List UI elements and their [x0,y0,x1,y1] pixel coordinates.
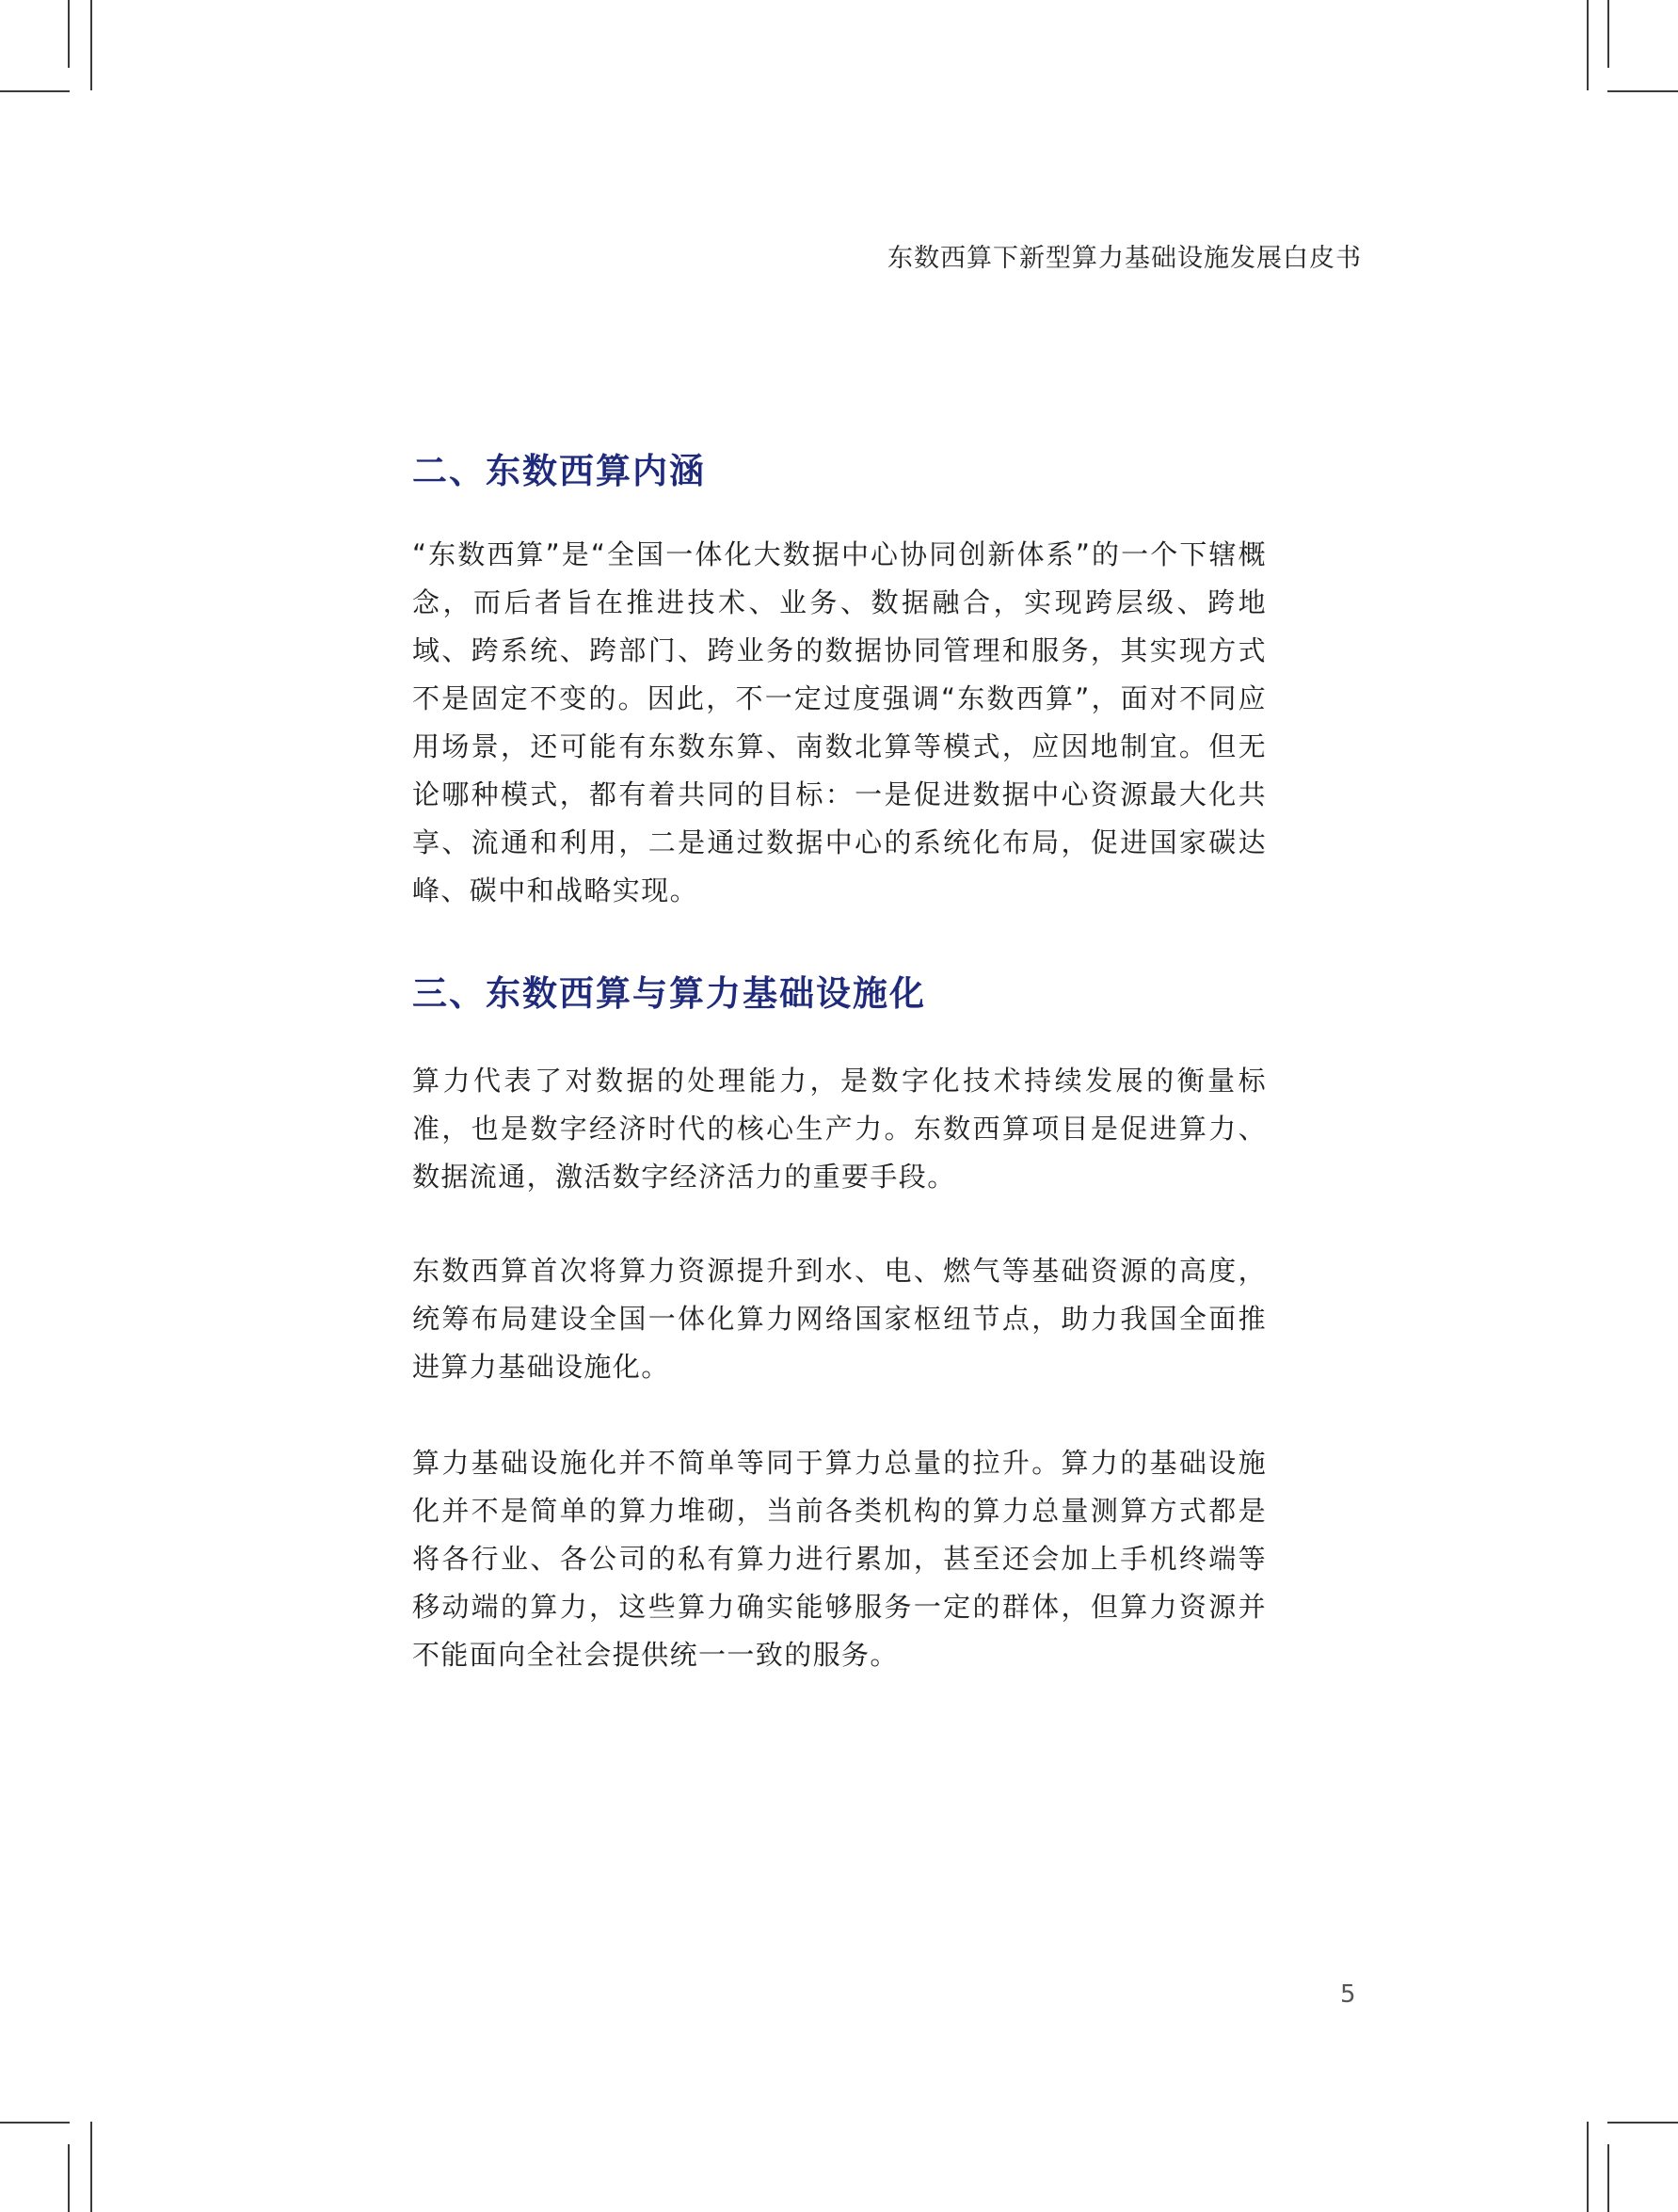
crop-mark-top-left-horizontal [0,90,70,92]
paragraph-infrastructure-detail: 算力基础设施化并不简单等同于算力总量的拉升。算力的基础设施化并不是简单的算力堆砌，当前各类机构的算力总量测算方式都是将各行业、各公司的私有算力进行累加，甚至还会加上手机终端等移动端的算力，这些算力确实能够服务一定的群体，但算力资源并不能面向全社会提供统一一致的服务。 [412,1447,1267,1671]
crop-mark-top-left-vertical [90,0,92,90]
page-number: 5 [1340,1980,1356,2009]
crop-mark-top-right-inner [1607,0,1609,68]
crop-mark-bottom-right-horizontal [1607,2122,1678,2124]
crop-mark-bottom-right-inner [1607,2144,1609,2212]
paragraph-neihan: “东数西算”是“全国一体化大数据中心协同创新体系”的一个下辖概念，而后者旨在推进技术、业务、数据融合，实现跨层级、跨地域、跨系统、跨部门、跨业务的数据协同管理和服务，其实现方式不是固定不变的。因此，不一定过度强调“东数西算”，面对不同应用场景，还可能有东数东算、南数北算等模式，应因地制宜。但无论哪种模式，都有着共同的目标：一是促进数据中心资源最大化共享、流通和利用，二是通过数据中心的系统化布局，促进国家碳达峰、碳中和战略实现。 [412,538,1267,906]
paragraph-computing-power: 算力代表了对数据的处理能力，是数字化技术持续发展的衡量标准，也是数字经济时代的核心生产力。东数西算项目是促进算力、数据流通，激活数字经济活力的重要手段。 [412,1065,1267,1193]
running-header: 东数西算下新型算力基础设施发展白皮书 [887,244,1362,273]
crop-mark-bottom-left-horizontal [0,2122,70,2124]
crop-mark-bottom-left-vertical [90,2122,92,2212]
crop-mark-top-left-inner [68,0,70,68]
paragraph-national-hub: 东数西算首次将算力资源提升到水、电、燃气等基础资源的高度，统筹布局建设全国一体化算力网络国家枢纽节点，助力我国全面推进算力基础设施化。 [412,1255,1267,1383]
crop-mark-bottom-right-vertical [1587,2122,1589,2212]
section-title-infrastructure: 三、东数西算与算力基础设施化 [412,973,926,1014]
crop-mark-top-right-horizontal [1607,90,1678,92]
section-title-neihan: 二、东数西算内涵 [412,451,706,491]
crop-mark-bottom-left-inner [68,2144,70,2212]
crop-mark-top-right-vertical [1587,0,1589,90]
